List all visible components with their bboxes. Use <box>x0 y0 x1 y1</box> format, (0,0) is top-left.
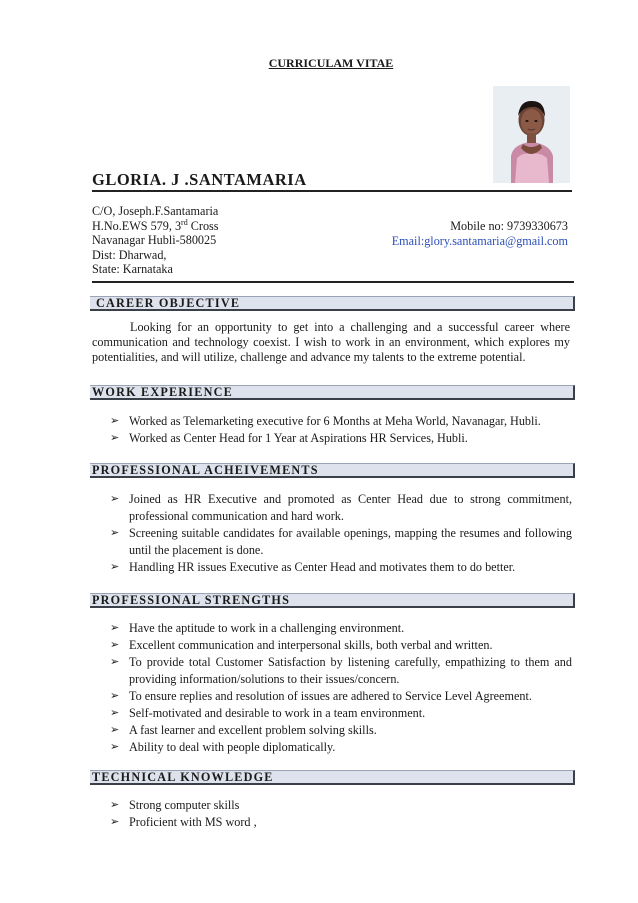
document-title: CURRICULAM VITAE <box>268 56 394 70</box>
address-block <box>92 204 219 277</box>
arrow-bullet-icon: ➢ <box>110 493 120 505</box>
list-item: ➢ Joined as HR Executive and promoted as Center Head due to strong commitment, professional communication and hard work. <box>110 492 572 523</box>
address-line: Dist: Dharwad, <box>92 247 167 262</box>
arrow-bullet-icon: ➢ <box>110 707 120 719</box>
work-experience-list <box>110 413 572 447</box>
email-address: Email:glory.santamaria@gmail.com <box>391 233 568 248</box>
strengths-list <box>110 620 572 756</box>
achievements-list <box>110 491 572 576</box>
arrow-bullet-icon: ➢ <box>110 799 120 811</box>
list-item: ➢ Ability to deal with people diplomatically. <box>110 740 336 754</box>
arrow-bullet-icon: ➢ <box>110 561 120 573</box>
arrow-bullet-icon: ➢ <box>110 690 120 702</box>
list-item: ➢ To provide total Customer Satisfaction by listening carefully, empathizing to them and providing information/solutions to their issues/concern. <box>110 655 572 686</box>
arrow-bullet-icon: ➢ <box>110 816 120 828</box>
list-item: ➢ Handling HR issues Executive as Center Head and motivates them to do better. <box>110 560 516 574</box>
address-line: C/O, Joseph.F.Santamaria <box>92 204 219 218</box>
mobile-number: Mobile no: 9739330673 <box>450 219 568 233</box>
arrow-bullet-icon: ➢ <box>110 527 120 539</box>
arrow-bullet-icon: ➢ <box>110 415 120 427</box>
address-line: Navanagar Hubli-580025 <box>92 233 217 248</box>
arrow-bullet-icon: ➢ <box>110 432 120 444</box>
list-item: ➢ To ensure replies and resolution of issues are adhered to Service Level Agreement. <box>110 689 532 703</box>
list-item: ➢ Have the aptitude to work in a challenging environment. <box>110 621 405 635</box>
divider <box>92 190 572 192</box>
list-item: ➢ Proficient with MS word , <box>110 815 257 829</box>
list-item: ➢ Worked as Center Head for 1 Year at Aspirations HR Services, Hubli. <box>110 431 468 445</box>
address-line: H.No.EWS 579, 3rd Cross <box>92 217 219 233</box>
contact-block <box>392 219 568 248</box>
divider <box>92 281 574 283</box>
arrow-bullet-icon: ➢ <box>110 622 120 634</box>
list-item: ➢ Self-motivated and desirable to work in a team environment. <box>110 706 426 720</box>
profile-photo <box>493 86 570 183</box>
candidate-name: GLORIA. J .SANTAMARIA <box>92 170 307 189</box>
arrow-bullet-icon: ➢ <box>110 741 120 753</box>
section-heading-achievements: PROFESSIONAL ACHEIVEMENTS <box>90 463 575 478</box>
section-heading-work-experience: WORK EXPERIENCE <box>90 385 575 400</box>
list-item: ➢ Screening suitable candidates for available openings, mapping the resumes and following until the placement is done. <box>110 526 572 557</box>
arrow-bullet-icon: ➢ <box>110 639 120 651</box>
list-item: ➢ Strong computer skills <box>110 798 240 812</box>
technical-list <box>110 797 572 831</box>
address-line: State: Karnataka <box>92 262 173 277</box>
arrow-bullet-icon: ➢ <box>110 656 120 668</box>
list-item: ➢ A fast learner and excellent problem solving skills. <box>110 723 377 737</box>
person-photo-icon <box>493 86 570 183</box>
list-item: ➢ Excellent communication and interpersonal skills, both verbal and written. <box>110 638 493 652</box>
list-item: ➢ Worked as Telemarketing executive for 6 Months at Meha World, Navanagar, Hubli. <box>110 414 541 428</box>
section-heading-career-objective: CAREER OBJECTIVE <box>90 296 575 311</box>
section-heading-strengths: PROFESSIONAL STRENGTHS <box>90 593 575 608</box>
arrow-bullet-icon: ➢ <box>110 724 120 736</box>
career-objective-text: Looking for an opportunity to get into a challenging and a successful career where communication and technology coexist. I wish to work in an environment, which explores my potentialities, and will utilize, challenge and advance my talents to the extreme potential. <box>92 320 570 364</box>
section-heading-technical: TECHNICAL KNOWLEDGE <box>90 770 575 785</box>
